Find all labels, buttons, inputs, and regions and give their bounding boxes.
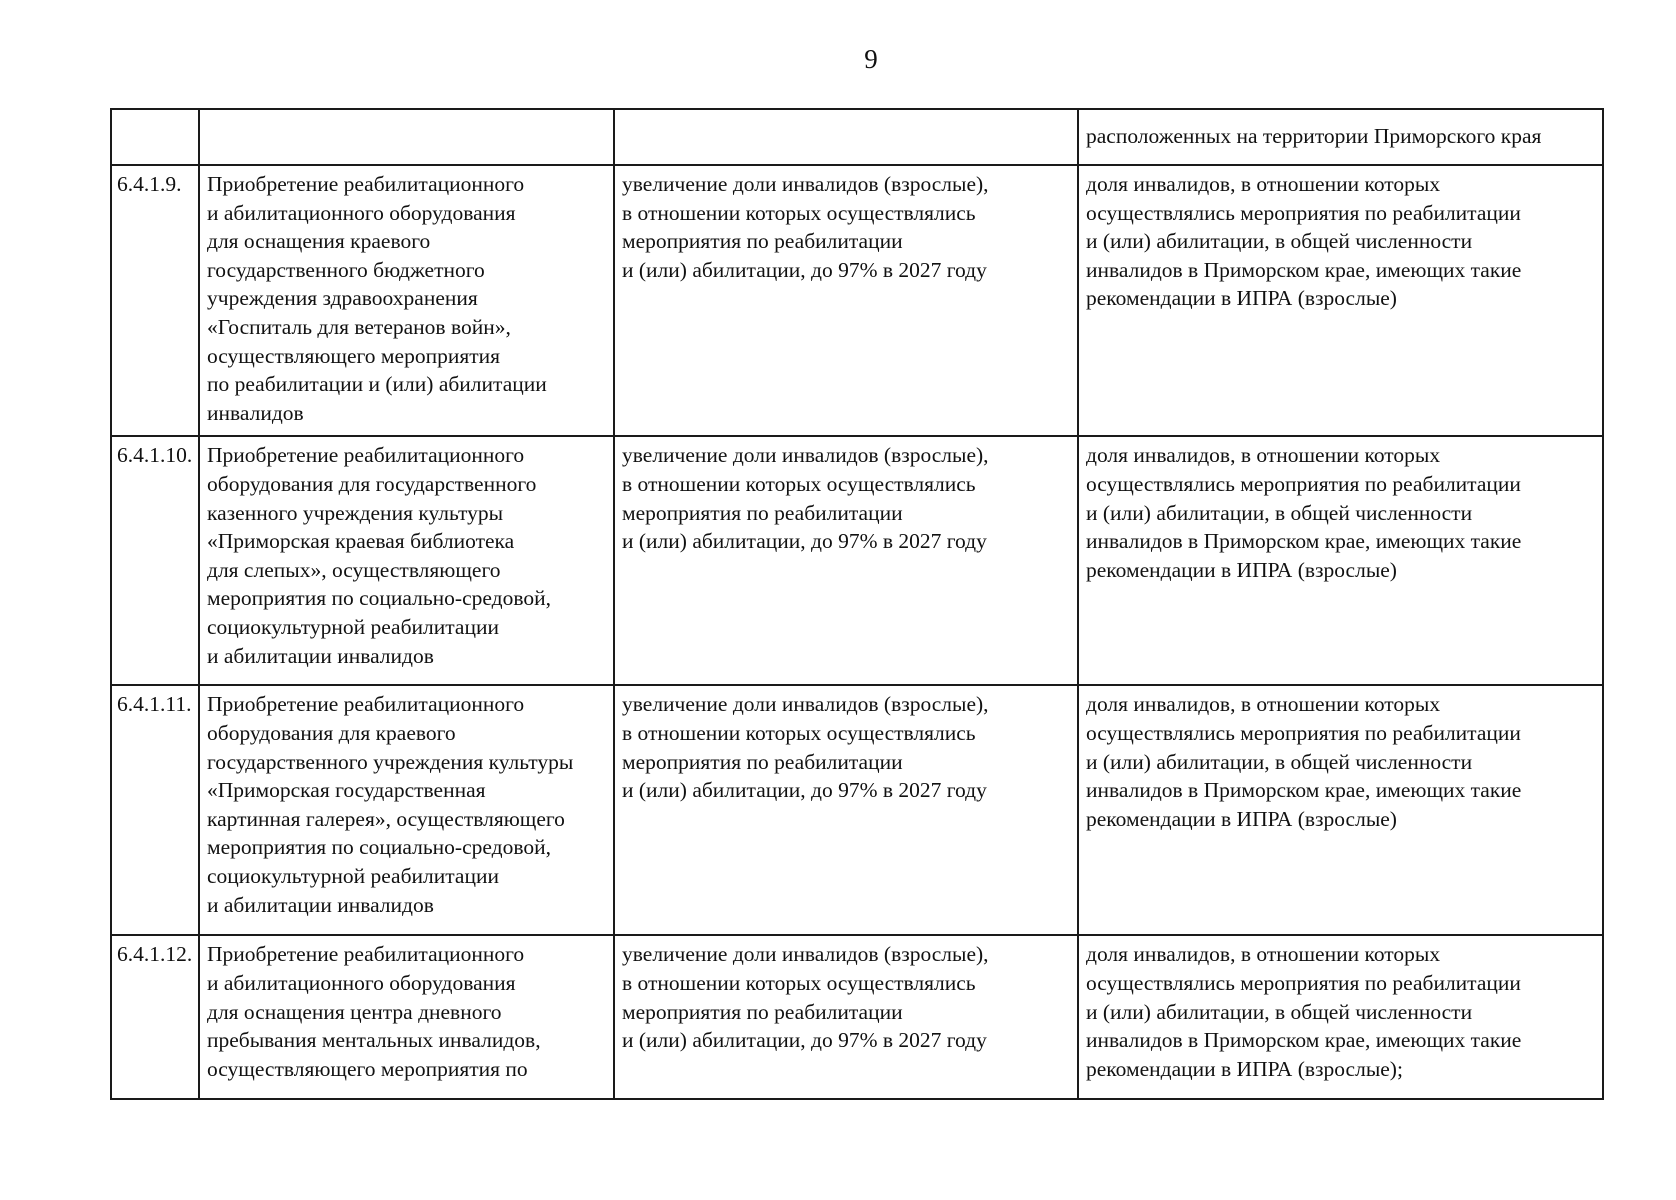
cell-number: 6.4.1.12. [111,935,199,1099]
cell-measure-name: Приобретение реабилитационного оборудования для краевого государственного учреждения культуры «Приморская государственная картинная галерея», осуществляющего мероприятия по социально-средовой, социокультурной реабилитации и абилитации инвалидов [199,685,614,935]
cell-number: 6.4.1.11. [111,685,199,935]
table-row [111,436,1603,685]
cell-indicator: доля инвалидов, в отношении которых осуществлялись мероприятия по реабилитации и (или) абилитации, в общей численности инвалидов в Приморском крае, имеющих такие рекомендации в ИПРА (взрослые) [1078,436,1603,685]
cell-measure-name: Приобретение реабилитационного и абилитационного оборудования для оснащения краевого государственного бюджетного учреждения здравоохранения «Госпиталь для ветеранов войн», осуществляющего мероприятия по реабилитации и (или) абилитации инвалидов [199,165,614,436]
table-row [111,935,1603,1099]
table-row [111,165,1603,436]
cell-indicator: доля инвалидов, в отношении которых осуществлялись мероприятия по реабилитации и (или) абилитации, в общей численности инвалидов в Приморском крае, имеющих такие рекомендации в ИПРА (взрослые) [1078,165,1603,436]
page-number: 9 [864,44,878,74]
cell-goal: увеличение доли инвалидов (взрослые), в отношении которых осуществлялись мероприятия по реабилитации и (или) абилитации, до 97% в 2027 году [614,685,1078,935]
cell-measure-name: Приобретение реабилитационного и абилитационного оборудования для оснащения центра дневного пребывания ментальных инвалидов, осуществляющего мероприятия по [199,935,614,1099]
cell-goal: увеличение доли инвалидов (взрослые), в отношении которых осуществлялись мероприятия по реабилитации и (или) абилитации, до 97% в 2027 году [614,165,1078,436]
cell-indicator: расположенных на территории Приморского края [1078,109,1603,165]
cell-number: 6.4.1.10. [111,436,199,685]
cell-indicator: доля инвалидов, в отношении которых осуществлялись мероприятия по реабилитации и (или) абилитации, в общей численности инвалидов в Приморском крае, имеющих такие рекомендации в ИПРА (взрослые) [1078,685,1603,935]
cell-goal: увеличение доли инвалидов (взрослые), в отношении которых осуществлялись мероприятия по реабилитации и (или) абилитации, до 97% в 2027 году [614,436,1078,685]
cell-measure-name [199,109,614,165]
cell-measure-name: Приобретение реабилитационного оборудования для государственного казенного учреждения культуры «Приморская краевая библиотека для слепых», осуществляющего мероприятия по социально-средовой, социокультурной реабилитации и абилитации инвалидов [199,436,614,685]
cell-goal: увеличение доли инвалидов (взрослые), в отношении которых осуществлялись мероприятия по реабилитации и (или) абилитации, до 97% в 2027 году [614,935,1078,1099]
measures-table [110,108,1604,1100]
cell-goal [614,109,1078,165]
cell-number [111,109,199,165]
table-row [111,685,1603,935]
cell-number: 6.4.1.9. [111,165,199,436]
table-row-continuation [111,109,1603,165]
cell-indicator: доля инвалидов, в отношении которых осуществлялись мероприятия по реабилитации и (или) абилитации, в общей численности инвалидов в Приморском крае, имеющих такие рекомендации в ИПРА (взрослые); [1078,935,1603,1099]
